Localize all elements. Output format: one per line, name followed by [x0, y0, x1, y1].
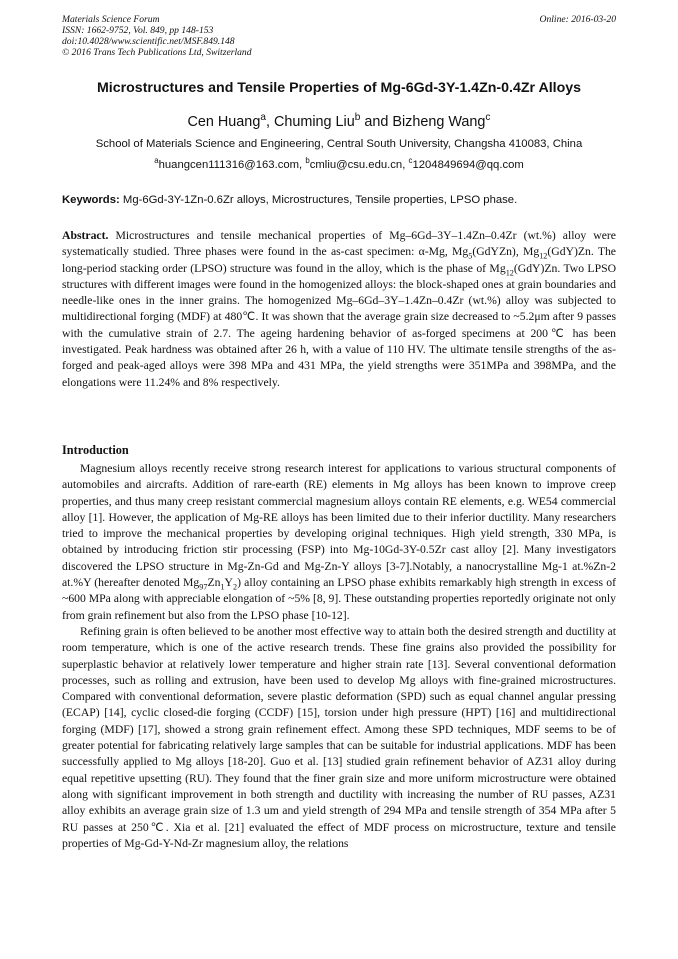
author-name: Cen Huang — [187, 114, 261, 130]
abstract-text: (GdY)Zn. The long-period stacking order (LPSO) structure was found in the alloy, which is the phase of Mg — [62, 245, 616, 275]
email-marker: a — [154, 156, 159, 166]
doi-line: doi:10.4028/www.scientific.net/MSF.849.148 — [62, 36, 235, 47]
paragraph-text: Magnesium alloys recently receive strong research interest for applications to various structural components of automobiles and aircrafts. Addition of rare-earth (RE) elements in Mg alloys has been known to improve creep properties, and thus many creep resistant commercial magnesium alloys contain RE elements, e.g. WE54 commercial alloy [1]. However, the application of Mg-RE alloys has been limited due to their inferior ductility. Many researchers tried to improve the mechanical properties by developing original techniques. High yield strength, 330 MPa, is obtained by introducing friction stir processing (FSP) into Mg-10Gd-3Y-0.5Zr cast alloy [2]. Many investigators discovered the LPSO structure in Mg-Zn-Gd and Mg-Zn-Y alloys [3-7].Notably, a nanocrystalline Mg-1 at.%Zn-2 at.%Y (hereafter denoted Mg — [62, 462, 616, 590]
section-heading-introduction: Introduction — [62, 443, 129, 457]
subscript: 2 — [232, 582, 238, 592]
author-marker: c — [485, 112, 491, 124]
author-name: Bizheng Wang — [392, 114, 486, 130]
email-address: huangcen111316@163.com, — [158, 159, 306, 171]
introduction-body — [62, 461, 616, 852]
author-separator: , — [265, 114, 274, 130]
online-date: Online: 2016-03-20 — [539, 14, 616, 25]
subscript: 1 — [220, 582, 225, 592]
abstract-text: (GdY)Zn. Two LPSO structures with different images were found in the homogenized alloys: the block-shaped ones at grain boundaries and needle-like ones in the inner grains. The homogenized Mg–6Gd–3Y–1.4Zn–0.4Zr (wt.%) alloy was subjected to multidirectional forging (MDF) at 480℃. It was shown that the average grain size decreased to ~5.2μm after 9 passes with the cumulative strain of 2.7. The ageing hardening behavior of as-forged specimens at 200℃ has been investigated. Peak hardness was obtained after 26 h, with a value of 110 HV. The ultimate tensile strengths of the as-forged and peak-aged alloys were 398 MPa and 431 MPa, the yield strengths were 351MPa and 398MPa, and the elongations were 11.24% and 8% respectively. — [62, 261, 617, 389]
author-separator: and — [360, 114, 393, 130]
paper-title: Microstructures and Tensile Properties of Mg-6Gd-3Y-1.4Zn-0.4Zr Alloys — [96, 80, 582, 96]
keywords-text: Mg-6Gd-3Y-1Zn-0.6Zr alloys, Microstructures, Tensile properties, LPSO phase. — [119, 194, 518, 206]
affiliation: School of Materials Science and Engineering, Central South University, Changsha 410083, China — [95, 138, 583, 150]
author-name: Chuming Liu — [273, 114, 355, 130]
keywords-label: Keywords: — [62, 194, 120, 206]
email-address: 1204849694@qq.com — [412, 159, 524, 171]
subscript: 97 — [199, 582, 208, 592]
email-address: cmliu@csu.edu.cn, — [309, 159, 409, 171]
paragraph-text: Zn — [207, 576, 221, 590]
intro-paragraph-2: Refining grain is often believed to be another most effective way to attain both the desired strength and ductility at room temperature, which is one of the active research trends. These fine grains also provided the possibility for superplastic behavior at relatively lower temperature and higher strain rate [13]. Several conventional deformation processes, such as rolling and extrusion, have been used to develop Mg alloys with fine-grained microstructures. Compared with conventional deformation, severe plastic deformation (SPD) such as equal channel angular pressing (ECAP) [14], cyclic closed-die forging (CCDF) [15], torsion under high pressure (HPT) [16] and multidirectional forging (MDF) [17], showed a strong grain refinement effect. Among these SPD techniques, MDF seems to be of greater potential for fabricating relatively large samples that can be suitable for industrial applications. MDF has been successfully applied to Mg alloys [18-20]. Guo et al. [13] studied grain refinement behavior of AZ31 alloy during equal repetitive upsetting (RU). They found that the finer grain size and more uniform microstructure were obtained along with significant improvement in both strength and ductility with increasing the number of RU passes, AZ31 alloy exhibits an average grain size of 1.3 um and yield strength of 294 MPa and tensile strength of 354 MPa after 5 RU passes at 250℃. Xia et al. [21] evaluated the effect of MDF process on microstructure, texture and tensile properties of Mg-Gd-Y-Nd-Zr magnesium alloy, the relations — [62, 624, 616, 850]
copyright-line: © 2016 Trans Tech Publications Ltd, Switzerland — [62, 47, 252, 58]
abstract-text: (GdYZn), Mg — [472, 245, 540, 259]
paragraph-text: ) alloy containing an LPSO phase exhibits remarkably high strength in excess of ~600 MPa along with appreciable elongation of ~5% [8, 9]. These outstanding properties reportedly originate not only from grain refinement but also from the LPSO phase [10-12]. — [62, 576, 616, 622]
intro-paragraph-1 — [62, 461, 616, 624]
issn-line: ISSN: 1662-9752, Vol. 849, pp 148-153 — [62, 25, 214, 36]
keywords — [62, 194, 618, 206]
author-marker: b — [354, 112, 361, 124]
abstract — [62, 228, 616, 391]
author-emails — [40, 156, 638, 171]
subscript: 12 — [539, 251, 548, 261]
subscript: 12 — [505, 267, 514, 277]
journal-name: Materials Science Forum — [62, 14, 160, 25]
email-marker: c — [408, 156, 413, 166]
subscript: 5 — [468, 251, 473, 261]
journal-header — [62, 14, 616, 58]
abstract-text: Microstructures and tensile mechanical properties of Mg–6Gd–3Y–1.4Zn–0.4Zr (wt.%) alloy were systematically studied. Three phases were found in the as-cast specimen: α-Mg, Mg — [62, 229, 616, 259]
paragraph-text: Y — [224, 576, 233, 590]
author-list — [40, 114, 638, 130]
abstract-label: Abstract. — [62, 229, 109, 242]
author-marker: a — [260, 112, 266, 124]
email-marker: b — [305, 156, 310, 166]
